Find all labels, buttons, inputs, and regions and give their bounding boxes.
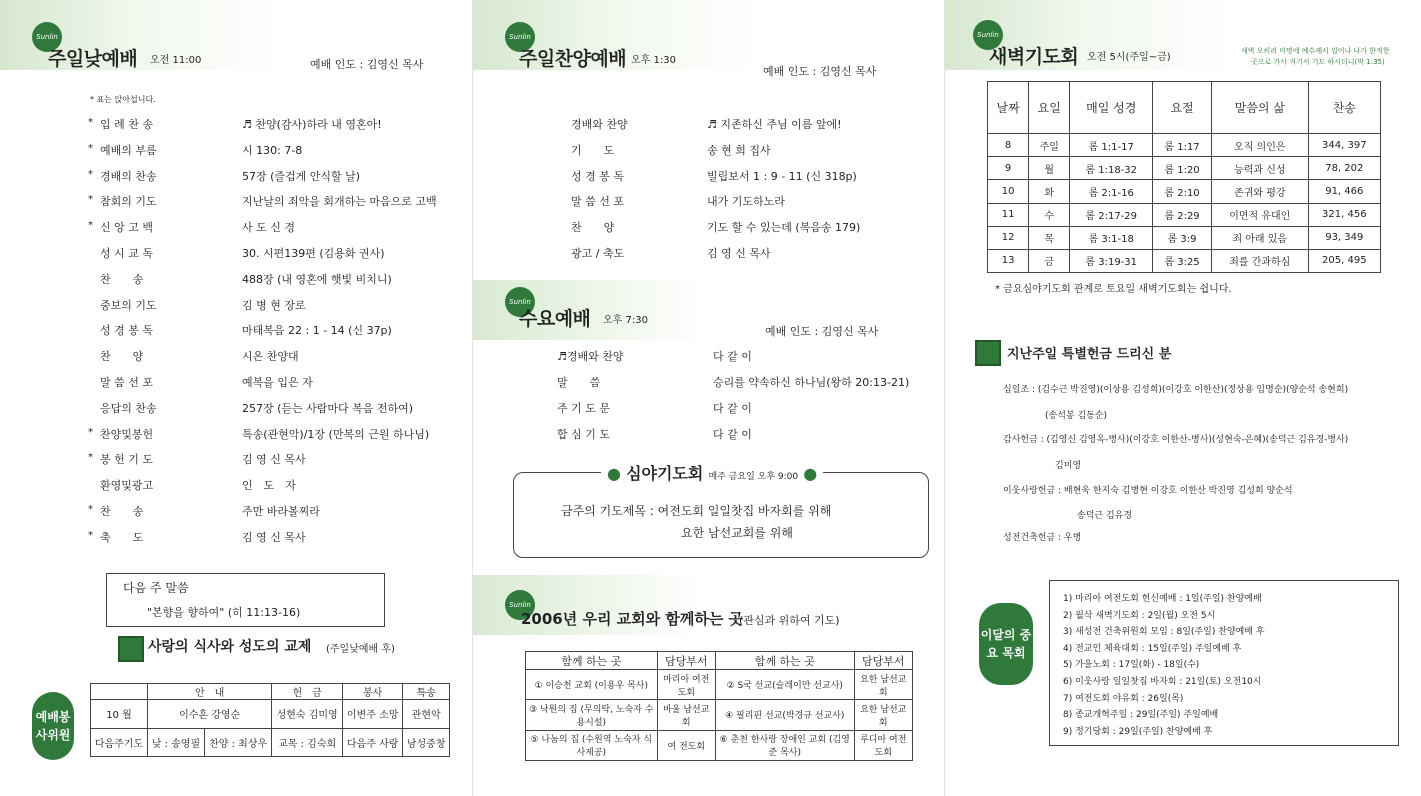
dawn-row [988,249,1381,272]
next-prayer-label: 다음주기도 [91,728,148,757]
bullet-icon: ● [607,464,621,483]
worship-item-value: 예복을 입은 자 [242,376,313,389]
standing-star: * [88,529,93,541]
praise-service-time: 오후 1:30 [631,55,676,66]
mission-cell: 루디아 여전도회 [854,730,912,760]
wednesday-item-label: 주 기 도 문 [557,402,610,415]
dawn-header-hymn: 찬송 [1308,82,1380,134]
standing-star: * [88,194,93,206]
committee-service-choir: 소망 [379,710,399,722]
mission-cell: 요한 남선교회 [854,700,912,730]
dawn-cell: 롬 2:29 [1153,203,1212,226]
dawn-header-date: 날짜 [988,82,1029,134]
dawn-cell: 롬 3:1-18 [1070,226,1153,249]
worship-item-value: 30. 시편139편 (김용화 권사) [242,247,385,260]
dawn-header-life: 말씀의 삶 [1211,82,1308,134]
dawn-cell: 목 [1029,226,1070,249]
dawn-row [988,180,1381,203]
worship-item-label: 찬양및봉헌 [100,427,154,441]
wednesday-item-label: 말 씀 [557,376,601,389]
next-prayer-morning: 낮 : 송영필 [147,728,204,757]
praise-item-value: 내가 기도하노라 [707,195,785,209]
night-prayer-header [601,461,823,484]
mission-cell: 바울 남선교회 [657,700,715,730]
dawn-cell: 능력과 신성 [1211,157,1308,180]
standing-star: * [88,220,93,232]
next-week-special: 남성중창 [403,728,450,757]
committee-header-service: 봉사 [342,684,402,700]
dawn-cell: 롬 1:18-32 [1070,157,1153,180]
committee-service [342,700,402,729]
worship-item-value: 57장 (즐겁게 안식할 날) [242,169,361,183]
dawn-header-day: 요일 [1029,82,1070,134]
standing-star: * [88,426,93,438]
night-prayer-line2: 요한 남선교회를 위해 [681,526,793,540]
offering-line: 김미영 [1055,461,1082,471]
church-logo-badge: Sunlin [973,20,1003,50]
praise-service-leader: 예배 인도 : 김영신 목사 [763,65,877,78]
dawn-cell: 205, 495 [1308,249,1380,272]
worship-item-value: 마태복음 22 : 1 - 14 (신 37p) [242,324,392,338]
dawn-header-bible: 매일 성경 [1070,82,1153,134]
night-prayer-time: 매주 금요일 오후 9:00 [708,472,799,482]
mission-cell: ③ 낙원의 집 (무의탁, 노숙자 수용시설) [526,700,658,730]
dawn-cell: 11 [988,203,1029,226]
worship-committee-label: 예배봉사위원 [32,692,74,760]
standing-star: * [88,504,93,515]
dawn-cell: 9 [988,157,1029,180]
mission-cell: ⑤ 나눔의 집 (수원역 노숙자 식사제공) [526,730,658,760]
dawn-cell: 수 [1029,203,1070,226]
dawn-cell: 8 [988,134,1029,157]
dawn-table-note: * 금요심야기도회 관계로 토요일 새벽기도회는 쉽니다. [995,284,1232,295]
next-prayer-teacher: 교목 : 김숙희 [272,728,343,757]
worship-item-value: 김 영 신 목사 [242,453,306,467]
wednesday-item-label: 합 심 기 도 [557,428,610,441]
next-week-label-cell: 다음주 [346,738,376,750]
dawn-cell: 존귀와 평강 [1211,180,1308,203]
committee-header-guide: 안 내 [147,684,271,700]
worship-item-value: 시온 찬양대 [242,350,299,364]
worship-item-label: 중보의 기도 [100,298,157,312]
dawn-cell: 롬 3:25 [1153,249,1212,272]
monthly-event-item: 2) 월삭 새벽기도회 : 2일(월) 오전 5시 [1063,610,1216,621]
offering-line: 십일조 : (김수근 박진영)(이상용 김성희)(이강호 이한산)(정상용 임명순)(양순석 송현희) [1003,385,1349,395]
monthly-event-item: 4) 전교인 체육대회 : 15일(주일) 주일예배 후 [1063,643,1242,654]
praise-item-value: 기도 할 수 있는데 (복음송 179) [707,221,861,235]
dawn-prayer-panel [944,0,1421,796]
night-prayer-line1: 금주의 기도제목 : 여전도회 일일찻집 바자회를 위해 [561,504,832,518]
committee-month: 10 월 [91,700,148,729]
worship-item-value: 주만 바라볼찌라 [242,505,320,518]
church-logo-badge: Sunlin [32,22,62,52]
offering-line: 성전건축헌금 : 우병 [1003,533,1082,543]
mission-cell: 요한 남선교회 [854,670,912,700]
next-prayer-praise: 찬양 : 최상우 [204,728,271,757]
mission-cell: ② S국 선교(슬레이만 선교사) [715,670,854,700]
church-logo-badge-3: Sunlin [505,590,535,620]
dawn-row [988,134,1381,157]
dawn-reading-table [987,81,1381,273]
wednesday-item-value: 다 같 이 [713,402,752,415]
dawn-cell: 롬 1:1-17 [1070,134,1153,157]
night-prayer-title: 심야기도회 [626,464,704,483]
worship-item-label: 성 경 봉 독 [100,324,153,338]
dawn-cell: 롬 2:17-29 [1070,203,1153,226]
worship-item-label: 입 례 찬 송 [100,118,153,131]
fellowship-title: 사랑의 식사와 성도의 교제 [148,639,312,655]
dawn-cell: 344, 397 [1308,134,1380,157]
dawn-cell: 93, 349 [1308,226,1380,249]
monthly-event-item: 7) 여전도회 야유회 : 26일(목) [1063,693,1184,704]
praise-item-label: 경배와 찬양 [571,118,628,131]
dawn-cell: 13 [988,249,1029,272]
dawn-cell: 321, 456 [1308,203,1380,226]
sunday-morning-panel [0,0,472,796]
dawn-cell: 이면적 유대인 [1211,203,1308,226]
monthly-event-item: 6) 이웃사랑 일일찻집 바자회 : 21일(토) 오전10시 [1063,677,1262,687]
worship-item-value: 특송(관현악)/1장 (만복의 근원 하나님) [242,427,430,441]
committee-table [90,683,450,757]
next-week-service [342,728,402,757]
worship-item-label: 찬 송 [100,272,144,286]
worship-item-label: 찬 송 [100,505,144,518]
standing-star: * [88,142,93,154]
standing-note: * 표는 앉아섭니다. [90,95,156,104]
wednesday-leader: 예배 인도 : 김영신 목사 [765,325,879,338]
worship-item-label: 예배의 부름 [100,143,157,157]
committee-header-special: 특송 [403,684,450,700]
mission-title: 2006년 우리 교회와 함께하는 곳 [521,610,744,628]
praise-item-label: 말 씀 선 포 [571,195,624,209]
dawn-cell: 죄를 간과하심 [1211,249,1308,272]
worship-item-label: 환영및광고 [100,479,154,493]
sunday-service-title: 주일낮예배 [48,48,138,70]
dawn-prayer-title: 새벽기도회 [989,46,1079,68]
worship-item-label: 축 도 [100,530,144,544]
dawn-row [988,157,1381,180]
dawn-prayer-time: 오전 5시(주일~금) [1087,52,1171,63]
dawn-cell: 금 [1029,249,1070,272]
standing-star: * [88,452,93,464]
committee-guide: 이수흔 강영순 [147,700,271,729]
mission-table [525,651,913,761]
worship-item-value: 김 영 신 목사 [242,530,306,544]
committee-service-name: 이변주 [346,710,376,722]
wednesday-item-label: ♬경배와 찬양 [557,350,624,363]
committee-offering: 성현숙 김미영 [272,700,343,729]
fellowship-icon [118,636,144,662]
mission-cell: ⑥ 춘천 한사랑 장애인 교회 (김영준 목사) [715,730,854,760]
committee-header-offering: 헌 금 [272,684,343,700]
worship-item-value: 시 130: 7-8 [242,143,303,157]
dawn-cell: 91, 466 [1308,180,1380,203]
verse-line-1: 새벽 오히려 미명에 예수께서 일어나 나가 한적한 [1241,47,1390,55]
dawn-cell: 월 [1029,157,1070,180]
wednesday-title: 수요예배 [519,308,591,330]
worship-item-value: ♬ 찬양(감사)하라 내 영혼아! [242,118,382,131]
dawn-cell: 롬 3:9 [1153,226,1212,249]
mission-header-place: 함께 하는 곳 [526,652,658,670]
dawn-table-body [988,134,1381,273]
sunday-afternoon-panel [472,0,945,796]
worship-item-label: 성 시 교 독 [100,247,153,260]
dawn-cell: 10 [988,180,1029,203]
mission-cell: 마리아 여전도회 [657,670,715,700]
worship-item-value: 사 도 신 경 [242,221,295,235]
wednesday-time: 오후 7:30 [603,315,648,326]
next-week-label: 다음 주 말씀 [123,581,189,595]
standing-star: * [88,117,93,128]
wednesday-item-value: 승리를 약속하신 하나님(왕하 20:13-21) [713,376,910,389]
praise-service-title: 주일찬양예배 [519,48,627,70]
praise-item-value: 김 영 신 목사 [707,247,771,260]
praise-item-label: 기 도 [571,143,615,157]
worship-item-label: 봉 헌 기 도 [100,453,153,467]
praise-item-value: 빌립보서 1 : 9 - 11 (신 318p) [707,169,857,183]
dawn-cell: 롬 2:1-16 [1070,180,1153,203]
offering-title: 지난주일 특별헌금 드리신 분 [1007,347,1172,362]
dawn-cell: 롬 3:19-31 [1070,249,1153,272]
monthly-event-item: 9) 정기당회 : 29일(주일) 찬양예배 후 [1063,726,1213,737]
monthly-event-item: 1) 마리아 여전도회 헌신예배 : 1일(주일) 찬양예배 [1063,594,1262,604]
monthly-event-item: 3) 새성전 건축위원회 모임 : 8일(주일) 찬양예배 후 [1063,627,1265,638]
dawn-row [988,226,1381,249]
sunday-service-time: 오전 11:00 [150,55,202,66]
worship-item-value: 지난날의 죄악을 회개하는 마음으로 고백 [242,195,437,209]
dawn-header-verse: 요절 [1153,82,1212,134]
monthly-event-item: 8) 종교개혁주일 : 29일(주일) 주일예배 [1063,710,1219,721]
dawn-cell: 롬 1:20 [1153,157,1212,180]
monthly-event-item: 5) 가을노회 : 17일(화) - 18일(수) [1063,660,1200,671]
praise-item-label: 광고 / 축도 [571,247,625,260]
dawn-cell: 주일 [1029,134,1070,157]
dawn-cell: 화 [1029,180,1070,203]
worship-item-label: 경배의 찬송 [100,169,157,183]
praise-item-value: ♬ 지존하신 주님 이름 앞에! [707,118,842,131]
offering-line: (송석봉 김동순) [1045,411,1108,421]
mission-cell: ④ 필리핀 선교(박경규 선교사) [715,700,854,730]
dawn-cell: 롬 2:10 [1153,180,1212,203]
monthly-events-label: 이달의 중요 목회 [979,603,1033,685]
next-week-text: "본향을 향하여" (히 11:13-16) [147,606,301,619]
praise-item-label: 성 경 봉 독 [571,169,624,183]
offering-line: 감사헌금 : (김영신 김영옥-병사)(이강호 이한산-병사)(성현숙-은혜)(송덕근 김유경-병사) [1003,435,1349,445]
fellowship-subtitle: (주일낮예배 후) [326,644,395,655]
standing-star: * [88,168,93,180]
grapes-icon [975,340,1001,366]
mission-cell: ① 이승천 교회 (이용우 목사) [526,670,658,700]
church-logo-badge-2: Sunlin [505,287,535,317]
dawn-cell: 78, 202 [1308,157,1380,180]
worship-item-label: 찬 양 [100,350,144,364]
dawn-cell: 오직 의인은 [1211,134,1308,157]
offering-line: 송덕근 김유경 [1077,511,1133,521]
church-logo-badge: Sunlin [505,22,535,52]
dawn-cell: 롬 1:17 [1153,134,1212,157]
praise-item-label: 찬 양 [571,221,615,235]
next-week-choir: 사랑 [379,738,399,750]
worship-item-value: 김 병 현 장로 [242,298,306,312]
sunday-service-leader: 예배 인도 : 김영신 목사 [310,58,424,71]
worship-item-label: 참회의 기도 [100,195,157,209]
mission-header-place-2: 함께 하는 곳 [715,652,854,670]
wednesday-item-value: 다 같 이 [713,350,752,363]
praise-item-value: 송 현 희 집사 [707,143,771,157]
offering-line: 이웃사랑헌금 : 배현욱 한지숙 김병현 이강호 이한산 박진영 김성희 양순석 [1003,486,1293,496]
dawn-row [988,203,1381,226]
bullet-icon: ● [803,464,818,483]
committee-special: 관현악 [403,700,450,729]
worship-item-label: 응답의 찬송 [100,401,157,415]
worship-item-value: 488장 (내 영혼에 햇빛 비치니) [242,272,392,286]
mission-header-dept: 담당부서 [657,652,715,670]
worship-item-value: 257장 (듣는 사람마다 복음 전하여) [242,401,414,415]
verse-line-2: 곳으로 가사 거기서 기도 하시더니(막 1:35) [1251,58,1385,66]
next-week-sermon-box [106,573,385,627]
worship-item-label: 말 씀 선 포 [100,376,153,389]
standing-note-text: 표는 앉아섭니다. [96,95,156,104]
mission-header-dept-2: 담당부서 [854,652,912,670]
dawn-cell: 죄 아래 있음 [1211,226,1308,249]
mission-subtitle: (관심과 위하여 기도) [739,614,840,627]
worship-item-value: 인 도 자 [242,479,296,493]
wednesday-item-value: 다 같 이 [713,428,752,441]
worship-item-label: 신 앙 고 백 [100,221,153,235]
mission-cell: 여 전도회 [657,730,715,760]
dawn-cell: 12 [988,226,1029,249]
